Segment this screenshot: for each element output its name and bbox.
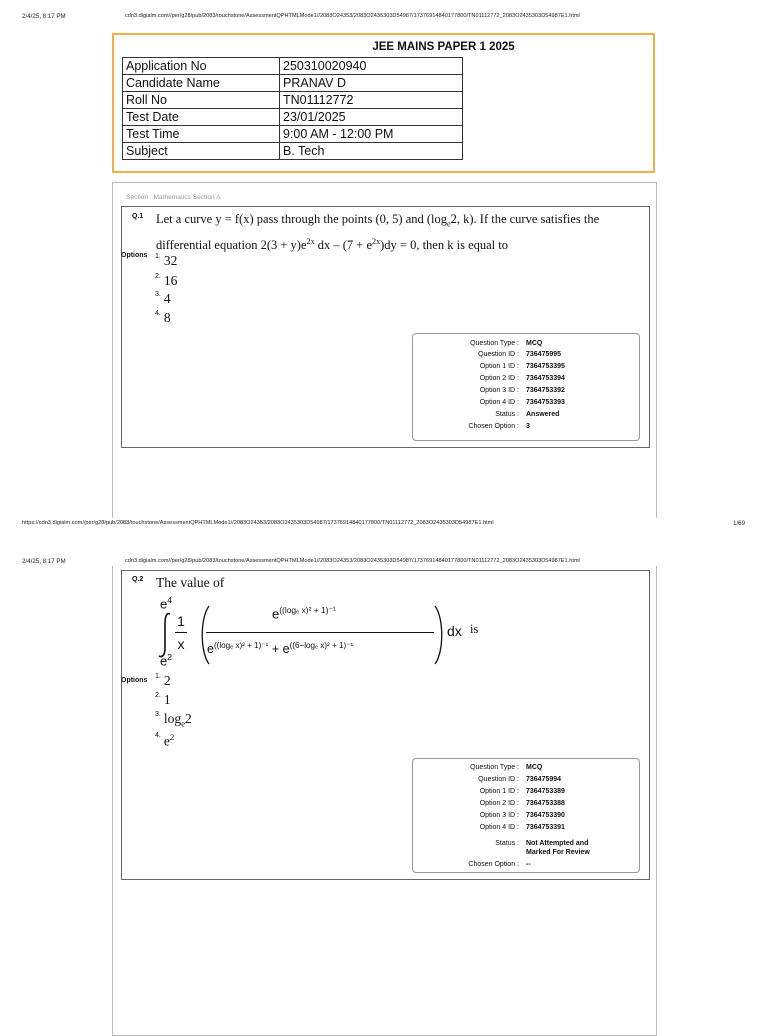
option-1[interactable]: $^{1.}$ 32	[155, 253, 178, 268]
info-key: Application No	[123, 58, 280, 75]
page-number: 1/69	[733, 520, 746, 527]
table-row	[123, 58, 463, 75]
question-meta-2: Question Type : MCQ Question ID : 736475994 Option 1 ID : 7364753389 Option 2 ID : 7364753388 Option 3 ID : 7364753390 Option 4 ID : 7364753391 Status : Not Attempted and Marked For Review Chosen Option : --	[412, 758, 640, 873]
question-text-line-2: differential equation $2(3 + y)e^{2x}$ dx – $(7 + e^{2x})dy = 0$, then k is equal to	[156, 237, 508, 253]
integrand-numerator: $e^{((log_e x)^2 + 1)^{-1}}$	[272, 605, 336, 622]
info-key: Candidate Name	[123, 75, 280, 92]
info-value: 9:00 AM - 12:00 PM	[280, 126, 463, 143]
option-4[interactable]: $^{4.}$ $e^2$	[155, 732, 175, 749]
section-label: Section : Mathematics Section A	[126, 194, 221, 201]
dx-label: dx	[447, 623, 462, 639]
exam-title: JEE MAINS PAPER 1 2025	[372, 41, 515, 53]
integrand-denominator: $e^{((log_e x)^2 + 1)^{-1}} + e^{((6-log_e x)^2 + 1)^{-1}}$	[207, 641, 354, 657]
left-paren-icon	[198, 604, 212, 666]
print-url[interactable]: cdn3.digialm.com//per/g28/pub/2083/touchstone/AssessmentQPHTMLMode1//2083O24353/2083O2435303D54987/17376914840177800/TN01112772_2083O2435303D54987E1.html	[125, 13, 580, 19]
options-label: Options	[121, 677, 148, 684]
question-meta-1: Question Type : MCQ Question ID : 736475995 Option 1 ID : 7364753395 Option 2 ID : 7364753394 Option 3 ID : 7364753392 Option 4 ID : 7364753393 Status : Answered Chosen Option : 3	[412, 333, 640, 441]
info-value: B. Tech	[280, 143, 463, 160]
info-key: Roll No	[123, 92, 280, 109]
option-1[interactable]: $^{1.}$ 2	[155, 673, 171, 688]
print-footer-url[interactable]: https://cdn3.digialm.com//per/g28/pub/2083/touchstone/AssessmentQPHTMLMode1//2083O24353/2083O2435303D54987/17376914840177800/TN01112772_2083O2435303D54987E1.html	[22, 520, 494, 526]
info-key: Test Date	[123, 109, 280, 126]
print-datetime: 2/4/25, 8:17 PM	[22, 13, 66, 20]
is-label: is	[470, 622, 479, 636]
fraction-numerator: 1	[177, 613, 185, 629]
option-2[interactable]: $^{2.}$ 1	[155, 692, 171, 707]
question-number: Q.2	[132, 576, 144, 583]
option-4[interactable]: $^{4.}$ 8	[155, 310, 171, 325]
table-row	[123, 143, 463, 160]
table-row	[123, 109, 463, 126]
upper-limit: $e^4$	[160, 595, 172, 612]
fraction-denominator: x	[177, 636, 185, 652]
lower-limit: $e^2$	[160, 652, 172, 669]
info-value: TN01112772	[280, 92, 463, 109]
table-row	[123, 126, 463, 143]
fraction-bar	[175, 632, 187, 633]
question-number: Q.1	[132, 213, 144, 220]
right-paren-icon	[432, 604, 446, 666]
print-datetime-2: 2/4/25, 8:17 PM	[22, 558, 66, 565]
option-3[interactable]: $^{3.}$ 4	[155, 291, 171, 306]
info-key: Subject	[123, 143, 280, 160]
print-url-2[interactable]: cdn3.digialm.com//per/g28/pub/2083/touchstone/AssessmentQPHTMLMode1//2083O24353/2083O2435303D54987/17376914840177800/TN01112772_2083O2435303D54987E1.html	[125, 558, 580, 564]
info-value: 23/01/2025	[280, 109, 463, 126]
option-3[interactable]: $^{3.}$ $\log_e2$	[155, 711, 192, 729]
exam-info-box	[112, 33, 655, 173]
question-text: The value of	[156, 575, 225, 590]
info-value: PRANAV D	[280, 75, 463, 92]
options-label: Options	[121, 252, 148, 259]
option-2[interactable]: $^{2.}$ 16	[155, 273, 178, 288]
table-row	[123, 75, 463, 92]
question-text-line-1: Let a curve y = f(x) pass through the points (0, 5) and ($\log_e2$, k). If the curve satisfies the	[156, 212, 600, 229]
info-key: Test Time	[123, 126, 280, 143]
integrand-fraction-bar	[206, 632, 434, 633]
table-row	[123, 92, 463, 109]
info-value: 250310020940	[280, 58, 463, 75]
exam-info-table	[122, 57, 463, 160]
